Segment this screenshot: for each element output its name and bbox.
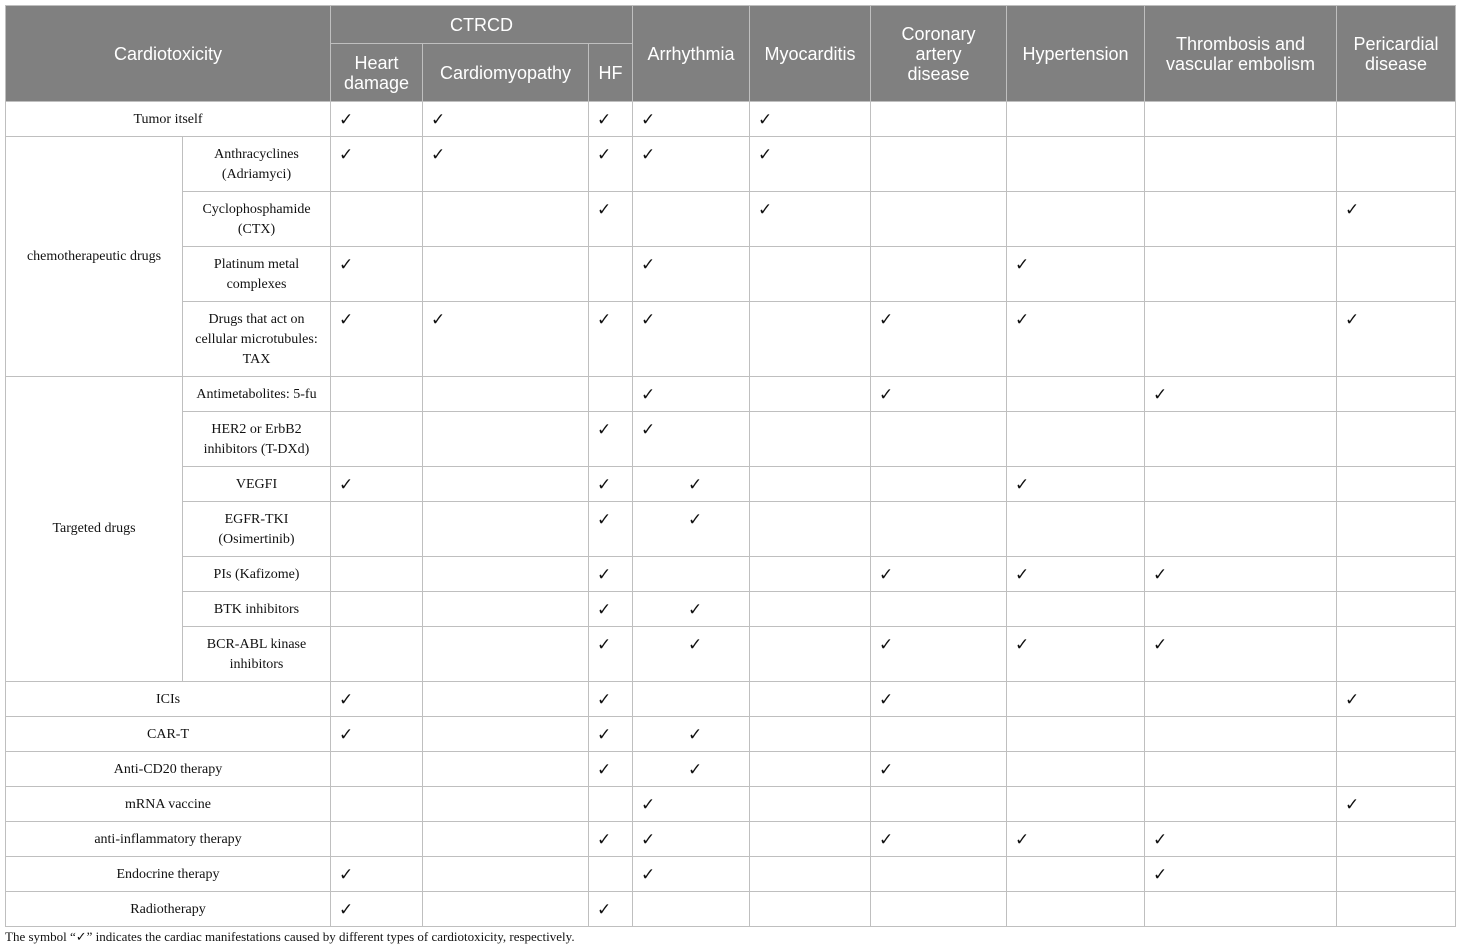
mark-cell-hf — [589, 857, 633, 892]
mark-cell-cardiomyopathy — [423, 247, 589, 302]
mark-cell-pericardial-disease — [1337, 752, 1456, 787]
mark-cell-hypertension — [1007, 717, 1145, 752]
header-arrhythmia: Arrhythmia — [633, 6, 750, 102]
mark-cell-cardiomyopathy — [423, 557, 589, 592]
mark-cell-heart-damage: ✓ — [331, 892, 423, 927]
mark-cell-cardiomyopathy — [423, 592, 589, 627]
mark-cell-thrombosis — [1145, 467, 1337, 502]
mark-cell-heart-damage: ✓ — [331, 717, 423, 752]
mark-cell-arrhythmia: ✓ — [633, 717, 750, 752]
header-cardiotoxicity: Cardiotoxicity — [6, 6, 331, 102]
table-row — [6, 137, 1456, 192]
mark-cell-hf: ✓ — [589, 752, 633, 787]
mark-cell-arrhythmia: ✓ — [633, 467, 750, 502]
mark-cell-arrhythmia: ✓ — [633, 302, 750, 377]
mark-cell-arrhythmia: ✓ — [633, 502, 750, 557]
table-row — [6, 752, 1456, 787]
mark-cell-heart-damage — [331, 592, 423, 627]
table-row — [6, 502, 1456, 557]
mark-cell-pericardial-disease: ✓ — [1337, 682, 1456, 717]
mark-cell-hypertension — [1007, 412, 1145, 467]
row-label: Tumor itself — [6, 102, 331, 137]
mark-cell-hf — [589, 377, 633, 412]
mark-cell-cardiomyopathy — [423, 467, 589, 502]
mark-cell-cardiomyopathy — [423, 857, 589, 892]
mark-cell-pericardial-disease — [1337, 822, 1456, 857]
mark-cell-heart-damage: ✓ — [331, 467, 423, 502]
table-row — [6, 247, 1456, 302]
mark-cell-heart-damage: ✓ — [331, 247, 423, 302]
mark-cell-myocarditis — [750, 302, 871, 377]
row-label: Platinum metal complexes — [183, 247, 331, 302]
mark-cell-arrhythmia: ✓ — [633, 137, 750, 192]
mark-cell-coronary-artery-disease — [871, 137, 1007, 192]
row-label: CAR-T — [6, 717, 331, 752]
mark-cell-hypertension: ✓ — [1007, 247, 1145, 302]
table-container — [5, 5, 1455, 927]
mark-cell-hypertension — [1007, 892, 1145, 927]
row-label: Anti-CD20 therapy — [6, 752, 331, 787]
mark-cell-hf — [589, 787, 633, 822]
mark-cell-coronary-artery-disease — [871, 857, 1007, 892]
mark-cell-arrhythmia: ✓ — [633, 627, 750, 682]
mark-cell-pericardial-disease — [1337, 377, 1456, 412]
table-row — [6, 592, 1456, 627]
mark-cell-thrombosis — [1145, 717, 1337, 752]
mark-cell-cardiomyopathy — [423, 717, 589, 752]
mark-cell-cardiomyopathy — [423, 412, 589, 467]
mark-cell-hypertension — [1007, 502, 1145, 557]
mark-cell-thrombosis: ✓ — [1145, 557, 1337, 592]
mark-cell-coronary-artery-disease — [871, 467, 1007, 502]
mark-cell-heart-damage — [331, 412, 423, 467]
mark-cell-cardiomyopathy — [423, 377, 589, 412]
mark-cell-coronary-artery-disease: ✓ — [871, 752, 1007, 787]
mark-cell-arrhythmia: ✓ — [633, 592, 750, 627]
mark-cell-myocarditis — [750, 377, 871, 412]
table-row — [6, 102, 1456, 137]
mark-cell-thrombosis — [1145, 137, 1337, 192]
mark-cell-cardiomyopathy: ✓ — [423, 302, 589, 377]
mark-cell-coronary-artery-disease — [871, 412, 1007, 467]
mark-cell-hypertension — [1007, 752, 1145, 787]
mark-cell-thrombosis — [1145, 592, 1337, 627]
mark-cell-hf: ✓ — [589, 412, 633, 467]
mark-cell-myocarditis — [750, 467, 871, 502]
mark-cell-myocarditis: ✓ — [750, 192, 871, 247]
mark-cell-pericardial-disease — [1337, 857, 1456, 892]
mark-cell-hypertension: ✓ — [1007, 467, 1145, 502]
mark-cell-myocarditis — [750, 502, 871, 557]
mark-cell-pericardial-disease — [1337, 592, 1456, 627]
mark-cell-thrombosis — [1145, 247, 1337, 302]
header-ctrcd: CTRCD — [331, 6, 633, 44]
mark-cell-hf: ✓ — [589, 302, 633, 377]
mark-cell-coronary-artery-disease — [871, 502, 1007, 557]
table-body — [6, 102, 1456, 927]
row-label: EGFR-TKI (Osimertinib) — [183, 502, 331, 557]
mark-cell-hypertension: ✓ — [1007, 557, 1145, 592]
mark-cell-hypertension — [1007, 682, 1145, 717]
mark-cell-hypertension — [1007, 592, 1145, 627]
mark-cell-pericardial-disease — [1337, 557, 1456, 592]
mark-cell-arrhythmia: ✓ — [633, 247, 750, 302]
mark-cell-myocarditis — [750, 717, 871, 752]
mark-cell-myocarditis — [750, 592, 871, 627]
table-header — [6, 6, 1456, 102]
mark-cell-heart-damage — [331, 787, 423, 822]
mark-cell-thrombosis: ✓ — [1145, 857, 1337, 892]
mark-cell-hf: ✓ — [589, 102, 633, 137]
table-row — [6, 302, 1456, 377]
mark-cell-myocarditis — [750, 557, 871, 592]
mark-cell-arrhythmia: ✓ — [633, 787, 750, 822]
mark-cell-hypertension — [1007, 192, 1145, 247]
mark-cell-heart-damage — [331, 377, 423, 412]
table-row — [6, 192, 1456, 247]
mark-cell-cardiomyopathy — [423, 822, 589, 857]
mark-cell-pericardial-disease — [1337, 412, 1456, 467]
mark-cell-pericardial-disease — [1337, 892, 1456, 927]
mark-cell-thrombosis — [1145, 502, 1337, 557]
header-hf: HF — [589, 44, 633, 102]
mark-cell-myocarditis — [750, 627, 871, 682]
group-label-targeted: Targeted drugs — [6, 377, 183, 682]
mark-cell-heart-damage — [331, 752, 423, 787]
row-label: Radiotherapy — [6, 892, 331, 927]
table-row — [6, 412, 1456, 467]
mark-cell-pericardial-disease — [1337, 717, 1456, 752]
mark-cell-hypertension: ✓ — [1007, 627, 1145, 682]
mark-cell-cardiomyopathy — [423, 682, 589, 717]
mark-cell-heart-damage: ✓ — [331, 137, 423, 192]
mark-cell-coronary-artery-disease — [871, 892, 1007, 927]
header-pericardial-disease: Pericardial disease — [1337, 6, 1456, 102]
mark-cell-hf: ✓ — [589, 557, 633, 592]
mark-cell-coronary-artery-disease: ✓ — [871, 822, 1007, 857]
table-row — [6, 822, 1456, 857]
mark-cell-thrombosis — [1145, 102, 1337, 137]
mark-cell-hf: ✓ — [589, 192, 633, 247]
mark-cell-thrombosis — [1145, 682, 1337, 717]
mark-cell-coronary-artery-disease: ✓ — [871, 302, 1007, 377]
mark-cell-coronary-artery-disease — [871, 717, 1007, 752]
mark-cell-hf — [589, 247, 633, 302]
mark-cell-hypertension: ✓ — [1007, 822, 1145, 857]
mark-cell-arrhythmia: ✓ — [633, 377, 750, 412]
mark-cell-coronary-artery-disease: ✓ — [871, 377, 1007, 412]
mark-cell-myocarditis — [750, 752, 871, 787]
mark-cell-hf: ✓ — [589, 717, 633, 752]
mark-cell-pericardial-disease — [1337, 247, 1456, 302]
row-label: Endocrine therapy — [6, 857, 331, 892]
mark-cell-cardiomyopathy — [423, 752, 589, 787]
table-row — [6, 717, 1456, 752]
mark-cell-cardiomyopathy: ✓ — [423, 137, 589, 192]
row-label: Cyclophosphamide (CTX) — [183, 192, 331, 247]
mark-cell-heart-damage — [331, 627, 423, 682]
mark-cell-hf: ✓ — [589, 592, 633, 627]
row-label: Anthracyclines (Adriamyci) — [183, 137, 331, 192]
row-label: Drugs that act on cellular microtubules: TAX — [183, 302, 331, 377]
mark-cell-myocarditis — [750, 892, 871, 927]
table-row — [6, 627, 1456, 682]
mark-cell-thrombosis — [1145, 787, 1337, 822]
header-cardiomyopathy: Cardiomyopathy — [423, 44, 589, 102]
mark-cell-myocarditis — [750, 682, 871, 717]
row-label: PIs (Kafizome) — [183, 557, 331, 592]
mark-cell-arrhythmia — [633, 192, 750, 247]
header-heart-damage: Heart damage — [331, 44, 423, 102]
mark-cell-hypertension: ✓ — [1007, 302, 1145, 377]
mark-cell-arrhythmia: ✓ — [633, 857, 750, 892]
mark-cell-coronary-artery-disease — [871, 592, 1007, 627]
table-row — [6, 787, 1456, 822]
mark-cell-pericardial-disease — [1337, 467, 1456, 502]
mark-cell-pericardial-disease — [1337, 102, 1456, 137]
mark-cell-pericardial-disease — [1337, 627, 1456, 682]
mark-cell-heart-damage: ✓ — [331, 302, 423, 377]
mark-cell-hf: ✓ — [589, 682, 633, 717]
mark-cell-coronary-artery-disease — [871, 787, 1007, 822]
mark-cell-arrhythmia — [633, 557, 750, 592]
table-footnote: The symbol “✓” indicates the cardiac manifestations caused by different types of cardiotoxicity, respectively. — [5, 929, 575, 944]
mark-cell-cardiomyopathy — [423, 627, 589, 682]
mark-cell-thrombosis: ✓ — [1145, 822, 1337, 857]
mark-cell-hypertension — [1007, 377, 1145, 412]
mark-cell-myocarditis — [750, 412, 871, 467]
row-label: ICIs — [6, 682, 331, 717]
mark-cell-thrombosis — [1145, 302, 1337, 377]
mark-cell-arrhythmia — [633, 892, 750, 927]
row-label: HER2 or ErbB2 inhibitors (T-DXd) — [183, 412, 331, 467]
mark-cell-heart-damage: ✓ — [331, 857, 423, 892]
mark-cell-thrombosis — [1145, 752, 1337, 787]
mark-cell-cardiomyopathy: ✓ — [423, 102, 589, 137]
mark-cell-hypertension — [1007, 787, 1145, 822]
mark-cell-heart-damage — [331, 557, 423, 592]
mark-cell-heart-damage: ✓ — [331, 102, 423, 137]
mark-cell-pericardial-disease — [1337, 137, 1456, 192]
mark-cell-thrombosis — [1145, 892, 1337, 927]
mark-cell-pericardial-disease — [1337, 502, 1456, 557]
mark-cell-thrombosis — [1145, 412, 1337, 467]
mark-cell-thrombosis: ✓ — [1145, 377, 1337, 412]
mark-cell-thrombosis: ✓ — [1145, 627, 1337, 682]
mark-cell-coronary-artery-disease: ✓ — [871, 627, 1007, 682]
table-row — [6, 467, 1456, 502]
row-label: BTK inhibitors — [183, 592, 331, 627]
mark-cell-myocarditis — [750, 247, 871, 302]
mark-cell-hypertension — [1007, 137, 1145, 192]
row-label: Antimetabolites: 5-fu — [183, 377, 331, 412]
row-label: anti-inflammatory therapy — [6, 822, 331, 857]
mark-cell-hf: ✓ — [589, 822, 633, 857]
mark-cell-heart-damage — [331, 192, 423, 247]
mark-cell-hf: ✓ — [589, 502, 633, 557]
header-thrombosis: Thrombosis and vascular embolism — [1145, 6, 1337, 102]
mark-cell-heart-damage — [331, 502, 423, 557]
mark-cell-pericardial-disease: ✓ — [1337, 192, 1456, 247]
mark-cell-arrhythmia: ✓ — [633, 412, 750, 467]
mark-cell-heart-damage — [331, 822, 423, 857]
table-row — [6, 682, 1456, 717]
mark-cell-cardiomyopathy — [423, 787, 589, 822]
header-hypertension: Hypertension — [1007, 6, 1145, 102]
mark-cell-coronary-artery-disease: ✓ — [871, 557, 1007, 592]
mark-cell-hypertension — [1007, 857, 1145, 892]
row-label: mRNA vaccine — [6, 787, 331, 822]
mark-cell-hypertension — [1007, 102, 1145, 137]
mark-cell-hf: ✓ — [589, 467, 633, 502]
mark-cell-arrhythmia: ✓ — [633, 102, 750, 137]
table-row — [6, 557, 1456, 592]
cardiotoxicity-table — [5, 5, 1456, 927]
row-label: BCR-ABL kinase inhibitors — [183, 627, 331, 682]
mark-cell-coronary-artery-disease — [871, 247, 1007, 302]
mark-cell-arrhythmia: ✓ — [633, 752, 750, 787]
mark-cell-hf: ✓ — [589, 627, 633, 682]
mark-cell-myocarditis — [750, 822, 871, 857]
header-myocarditis: Myocarditis — [750, 6, 871, 102]
mark-cell-myocarditis: ✓ — [750, 102, 871, 137]
group-label-chemotherapeutic: chemotherapeutic drugs — [6, 137, 183, 377]
mark-cell-coronary-artery-disease — [871, 102, 1007, 137]
mark-cell-hf: ✓ — [589, 892, 633, 927]
mark-cell-coronary-artery-disease — [871, 192, 1007, 247]
mark-cell-thrombosis — [1145, 192, 1337, 247]
header-coronary-artery-disease: Coronary artery disease — [871, 6, 1007, 102]
mark-cell-hf: ✓ — [589, 137, 633, 192]
mark-cell-cardiomyopathy — [423, 892, 589, 927]
mark-cell-arrhythmia: ✓ — [633, 822, 750, 857]
row-label: VEGFI — [183, 467, 331, 502]
mark-cell-myocarditis: ✓ — [750, 137, 871, 192]
mark-cell-pericardial-disease: ✓ — [1337, 787, 1456, 822]
mark-cell-cardiomyopathy — [423, 502, 589, 557]
mark-cell-pericardial-disease: ✓ — [1337, 302, 1456, 377]
mark-cell-myocarditis — [750, 787, 871, 822]
table-row — [6, 857, 1456, 892]
mark-cell-myocarditis — [750, 857, 871, 892]
table-row — [6, 892, 1456, 927]
mark-cell-arrhythmia — [633, 682, 750, 717]
mark-cell-heart-damage: ✓ — [331, 682, 423, 717]
mark-cell-cardiomyopathy — [423, 192, 589, 247]
table-row — [6, 377, 1456, 412]
mark-cell-coronary-artery-disease: ✓ — [871, 682, 1007, 717]
